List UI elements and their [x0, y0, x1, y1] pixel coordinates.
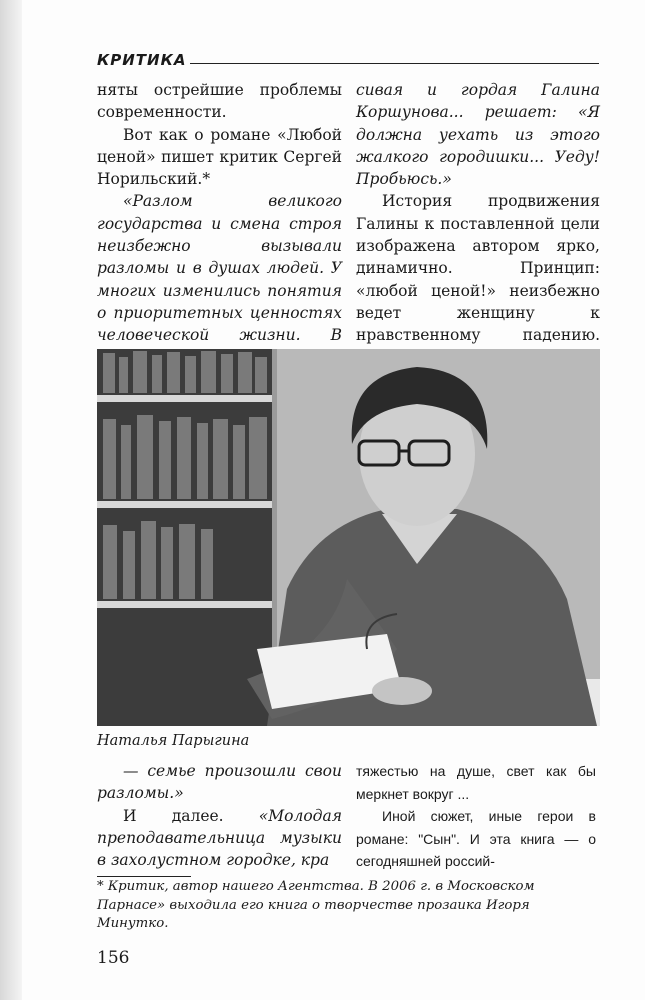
portrait-photo [97, 349, 600, 726]
footnote-rule [97, 876, 191, 877]
right-column-bottom [356, 760, 596, 873]
paragraph: тяжестью на душе, свет как бы меркнет вокруг ... [356, 763, 596, 802]
right-column-top [356, 79, 600, 391]
paragraph-lead: И далее. [123, 806, 259, 825]
paragraph: Вот как о романе «Любой ценой» пишет критик Сергей Норильский.* [97, 125, 342, 189]
footnote: * Критик, автор нашего Агентства. В 2006 г. в Московском Парнасе» выходила его книга о творчестве прозаика Игоря Минутко. [97, 879, 535, 931]
photo-caption: Наталья Парыгина [97, 733, 250, 749]
left-column-bottom [97, 760, 342, 871]
paragraph: Иной сюжет, иные герои в романе: "Сын". И эта книга — о сегодняшней россий- [356, 808, 596, 869]
left-column-top [97, 79, 342, 391]
section-header [97, 50, 599, 70]
page-edge-shadow [0, 0, 22, 1000]
quote-paragraph: — семье произошли свои разломы.» [97, 762, 342, 803]
section-title: КРИТИКА [97, 51, 190, 69]
portrait-image [97, 349, 600, 726]
paragraph: няты острейшие проблемы современности. [97, 81, 342, 122]
quote-text: «Молодая преподавательница музыки в захолустном городке, кра [97, 806, 342, 870]
quote-paragraph: «Разлом великого государства и смена строя неизбежно вызывали разломы и в душах людей. У многих изменились понятия о приоритетных ценностях человеческой жизни. В [97, 192, 342, 345]
quote-paragraph: сивая и гордая Галина Коршунова... решает: «Я должна уехать из этого жалкого городишки... Уеду! Пробьюсь.» [356, 81, 600, 189]
paragraph [97, 805, 342, 872]
page-number: 156 [97, 948, 130, 968]
paragraph: История продвижения Галины к поставленной цели изображена автором ярко, динамично. Принцип: «любой ценой!» неизбежно ведет женщину к нравственному падению. [356, 192, 600, 345]
